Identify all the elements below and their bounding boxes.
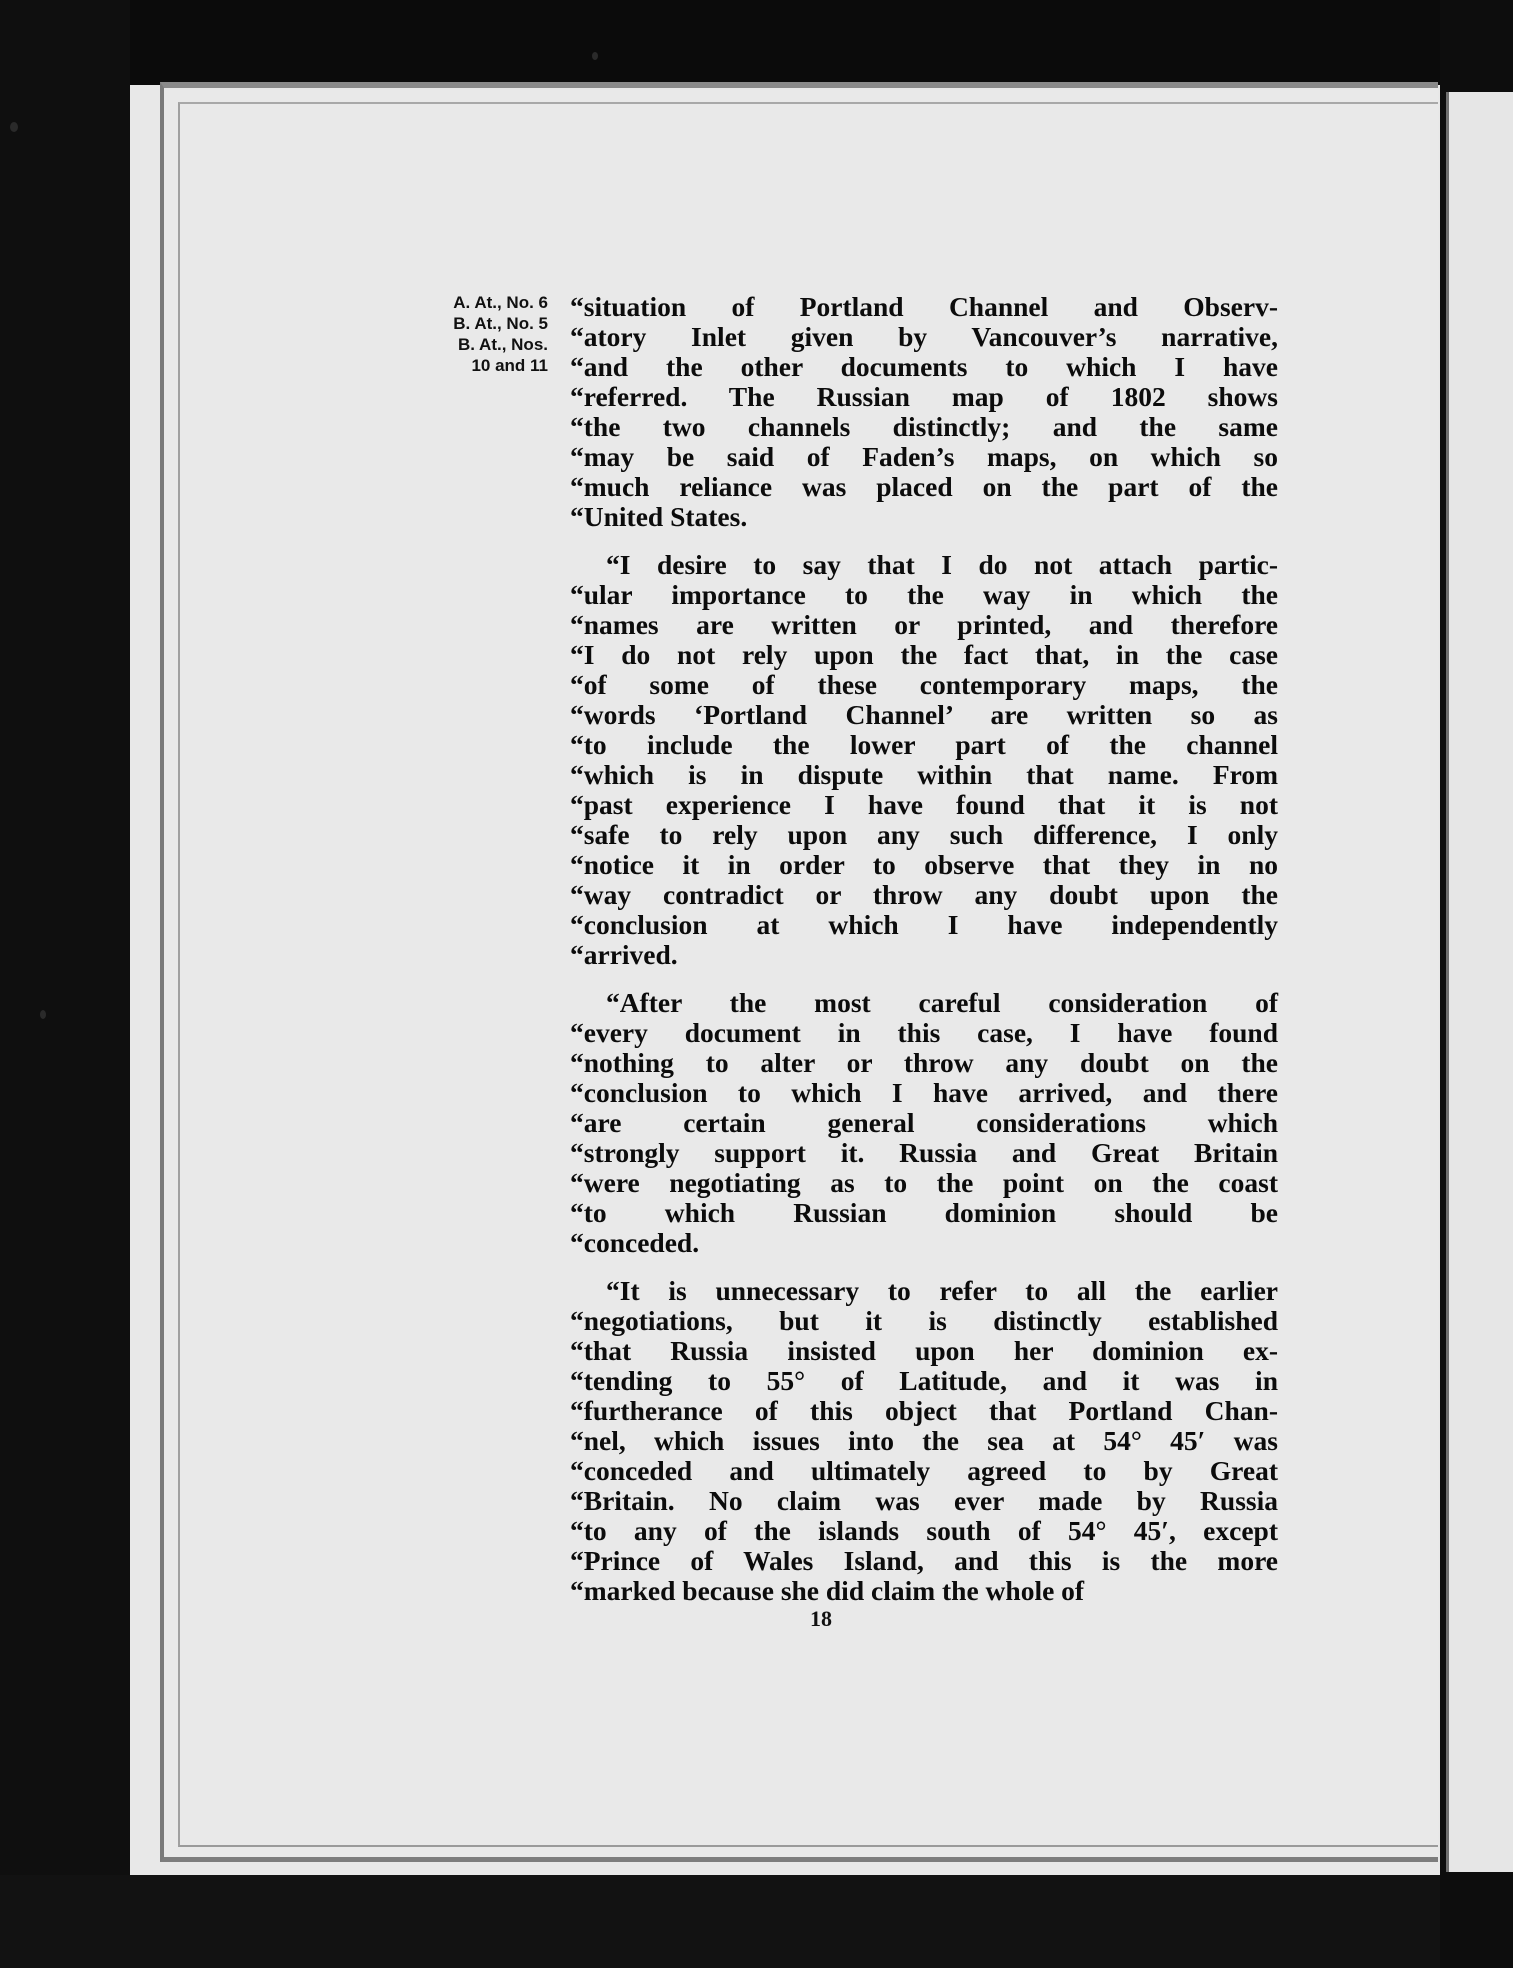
- scan-background-bottom: [0, 1875, 1513, 1968]
- text-line: “conceded and ultimately agreed to by Great: [570, 1455, 1278, 1486]
- marginal-reference: B. At., No. 5: [453, 314, 548, 333]
- text-line: “safe to rely upon any such difference, I only: [570, 819, 1278, 850]
- text-line: “tending to 55° of Latitude, and it was in: [570, 1365, 1278, 1396]
- text-line: “that Russia insisted upon her dominion ex-: [570, 1335, 1278, 1366]
- text-line: “strongly support it. Russia and Great Britain: [570, 1137, 1278, 1168]
- dust-speck: [10, 122, 18, 132]
- text-line: “notice it in order to observe that they in no: [570, 849, 1278, 880]
- text-line: “conceded.: [570, 1227, 700, 1258]
- facing-page-edge: [1446, 92, 1513, 1872]
- marginal-reference: B. At., Nos.: [457, 335, 548, 354]
- text-line: “to which Russian dominion should be: [570, 1197, 1278, 1228]
- text-line: “nel, which issues into the sea at 54° 45′ was: [570, 1425, 1278, 1456]
- text-line: “negotiations, but it is distinctly established: [570, 1305, 1278, 1336]
- paragraph: [570, 292, 1278, 532]
- scan-background-left: [0, 0, 130, 1968]
- text-line: “conclusion to which I have arrived, and there: [570, 1077, 1278, 1108]
- text-line: “It is unnecessary to refer to all the earlier: [606, 1275, 1278, 1306]
- dust-speck: [40, 1010, 46, 1019]
- text-line: “referred. The Russian map of 1802 shows: [570, 381, 1278, 412]
- paragraph: [570, 988, 1278, 1258]
- text-line: “past experience I have found that it is not: [570, 789, 1278, 820]
- text-line: “to include the lower part of the channel: [570, 729, 1278, 760]
- text-line: “of some of these contemporary maps, the: [570, 669, 1278, 700]
- marginal-references: [396, 292, 548, 376]
- scan-background-top: [0, 0, 1513, 85]
- text-line: “situation of Portland Channel and Observ-: [570, 291, 1278, 322]
- text-line: “ular importance to the way in which the: [570, 579, 1278, 610]
- marginal-reference: 10 and 11: [471, 356, 548, 375]
- text-line: “are certain general considerations which: [570, 1107, 1278, 1138]
- text-line: “conclusion at which I have independently: [570, 909, 1278, 940]
- text-line: “nothing to alter or throw any doubt on the: [570, 1047, 1278, 1078]
- text-line: “to any of the islands south of 54° 45′, except: [570, 1515, 1278, 1546]
- text-line: “may be said of Faden’s maps, on which so: [570, 441, 1278, 472]
- text-line: “words ‘Portland Channel’ are written so as: [570, 699, 1278, 730]
- marginal-reference: A. At., No. 6: [453, 293, 548, 312]
- text-line: “United States.: [570, 501, 748, 532]
- text-line: “and the other documents to which I have: [570, 351, 1278, 382]
- text-line: “were negotiating as to the point on the coast: [570, 1167, 1278, 1198]
- dust-speck: [592, 52, 598, 60]
- text-line: “much reliance was placed on the part of the: [570, 471, 1278, 502]
- text-line: “way contradict or throw any doubt upon the: [570, 879, 1278, 910]
- body-text: [570, 292, 1278, 1624]
- text-line: “marked because she did claim the whole of: [570, 1575, 1085, 1606]
- text-line: “I do not rely upon the fact that, in the case: [570, 639, 1278, 670]
- text-line: “names are written or printed, and therefore: [570, 609, 1278, 640]
- text-line: “furtherance of this object that Portland Chan-: [570, 1395, 1278, 1426]
- text-line: “After the most careful consideration of: [606, 987, 1278, 1018]
- text-line: “Britain. No claim was ever made by Russia: [570, 1485, 1278, 1516]
- paragraph: [570, 550, 1278, 970]
- text-line: “atory Inlet given by Vancouver’s narrative,: [570, 321, 1278, 352]
- text-line: “arrived.: [570, 939, 678, 970]
- page-number: 18: [810, 1606, 832, 1631]
- text-line: “the two channels distinctly; and the same: [570, 411, 1278, 442]
- text-line: “I desire to say that I do not attach partic-: [606, 549, 1278, 580]
- text-line: “which is in dispute within that name. From: [570, 759, 1278, 790]
- text-line: “every document in this case, I have found: [570, 1017, 1278, 1048]
- paragraph: [570, 1276, 1278, 1606]
- text-line: “Prince of Wales Island, and this is the more: [570, 1545, 1278, 1576]
